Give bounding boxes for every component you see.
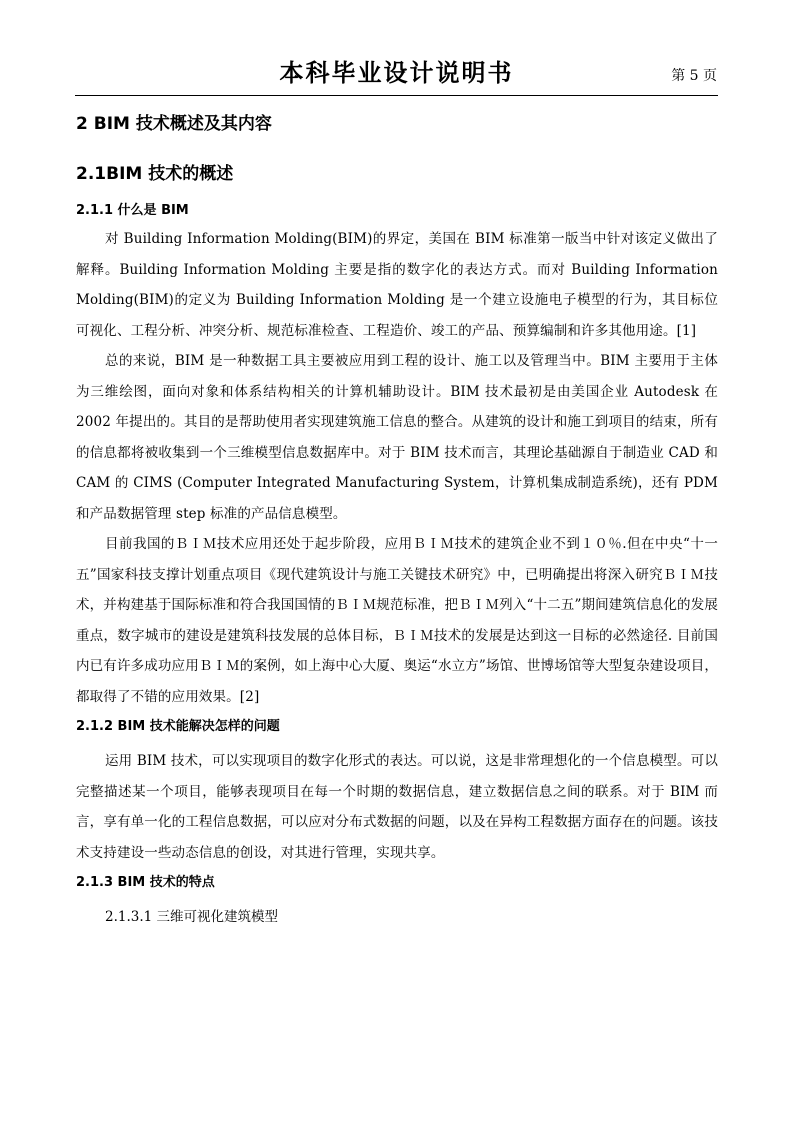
paragraph: 目前我国的ＢＩＭ技术应用还处于起步阶段，应用ＢＩＭ技术的建筑企业不到１０％.但在中央“十一五”国家科技支撑计划重点项目《现代建筑设计与施工关键技术研究》中，已明确提出将深入研究ＢＩＭ技术，并构建基于国际标准和符合我国国情的ＢＩＭ规范标准，把ＢＩＭ列入“十二五”期间建筑信息化的发展重点，数字城市的建设是建筑科技发展的总体目标，ＢＩＭ技术的发展是达到这一目标的必然途径. 目前国内已有许多成功应用ＢＩＭ的案例，如上海中心大厦、奥运“水立方”场馆、世博场馆等大型复杂建设项目，都取得了不错的应用效果。[2] xyxy=(76,536,719,705)
paragraph: 运用 BIM 技术，可以实现项目的数字化形式的表达。可以说，这是非常理想化的一个信息模型。可以完整描述某一个项目，能够表现项目在每一个时期的数据信息，建立数据信息之间的联系。对于 BIM 而言，享有单一化的工程信息数据，可以应对分布式数据的问题，以及在异构工程数据方面存在的问题。该技术支持建设一些动态信息的创设，对其进行管理，实现共享。 xyxy=(76,753,718,861)
chapter-heading: 2 BIM 技术概述及其内容 xyxy=(76,114,272,134)
header-rule xyxy=(75,95,718,96)
subsection-heading-2-1-1: 2.1.1 什么是 BIM xyxy=(76,203,189,218)
paragraph: 总的来说，BIM 是一种数据工具主要被应用到工程的设计、施工以及管理当中。BIM 主要用于主体为三维绘图，面向对象和体系结构相关的计算机辅助设计。BIM 技术最初是由美国企业 Autodesk 在 2002 年提出的。其目的是帮助使用者实现建筑施工信息的整合。从建筑的设计和施工到项目的结束，所有的信息都将被收集到一个三维模型信息数据库中。对于 BIM 技术而言，其理论基础源自于制造业 CAD 和 CAM 的 CIMS (Computer Integrated Manufacturing System，计算机集成制造系统)，还有 PDM 和产品数据管理 step 标准的产品信息模型。 xyxy=(76,353,718,522)
subsubsection-heading-2-1-3-1: 2.1.3.1 三维可视化建筑模型 xyxy=(105,909,279,925)
section-heading-2-1: 2.1BIM 技术的概述 xyxy=(76,164,234,184)
document-body xyxy=(76,110,718,932)
paragraph: 对 Building Information Molding(BIM)的界定，美国在 BIM 标准第一版当中针对该定义做出了解释。Building Information Molding 主要是指的数字化的表达方式。而对 Building Information Molding(BIM)的定义为 Building Information Molding 是一个建立设施电子模型的行为，其目标位可视化、工程分析、冲突分析、规范标准检查、工程造价、竣工的产品、预算编制和许多其他用途。[1] xyxy=(76,231,718,339)
page-number: 第 5 页 xyxy=(671,68,717,84)
subsection-heading-2-1-2: 2.1.2 BIM 技术能解决怎样的问题 xyxy=(76,719,280,734)
subsection-heading-2-1-3: 2.1.3 BIM 技术的特点 xyxy=(76,875,215,890)
document-header-title: 本科毕业设计说明书 xyxy=(279,59,514,87)
